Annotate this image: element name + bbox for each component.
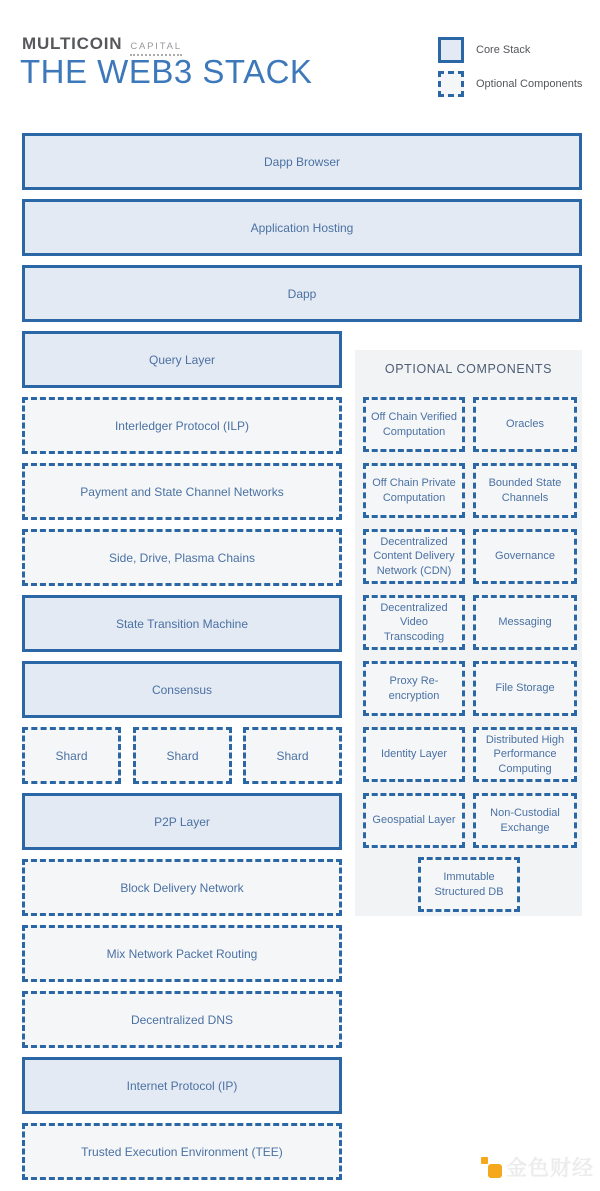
stack-box-consensus: Consensus — [22, 661, 342, 718]
stack-box-shard-3: Shard — [243, 727, 342, 784]
optional-box-off-chain-verified-computation: Off Chain Verified Computation — [363, 397, 465, 452]
stack-box-side-drive-plasma-chains: Side, Drive, Plasma Chains — [22, 529, 342, 586]
stack-box-mix-network-packet-routing: Mix Network Packet Routing — [22, 925, 342, 982]
optional-box-geospatial-layer: Geospatial Layer — [363, 793, 465, 848]
stack-box-interledger-protocol: Interledger Protocol (ILP) — [22, 397, 342, 454]
optional-box-non-custodial-exchange: Non-Custodial Exchange — [473, 793, 577, 848]
watermark — [481, 1152, 594, 1182]
stack-box-shard-1: Shard — [22, 727, 121, 784]
legend-core-label: Core Stack — [476, 43, 531, 56]
optional-box-proxy-re-encryption: Proxy Re-encryption — [363, 661, 465, 716]
optional-box-oracles: Oracles — [473, 397, 577, 452]
optional-box-off-chain-private-computation: Off Chain Private Computation — [363, 463, 465, 518]
optional-components-title: OPTIONAL COMPONENTS — [384, 362, 553, 376]
optional-box-decentralized-cdn: Decentralized Content Delivery Network (CDN) — [363, 529, 465, 584]
optional-box-immutable-structured-db: Immutable Structured DB — [418, 857, 520, 912]
optional-components-panel — [355, 350, 582, 916]
optional-box-identity-layer: Identity Layer — [363, 727, 465, 782]
jinse-logo-body — [488, 1164, 502, 1178]
stack-box-decentralized-dns: Decentralized DNS — [22, 991, 342, 1048]
jinse-logo-icon — [481, 1157, 502, 1178]
legend-row-optional — [438, 70, 582, 97]
legend-row-core — [438, 36, 582, 63]
brand-suffix: CAPITAL — [130, 41, 182, 56]
optional-box-distributed-high-performance-computing: Distributed High Performance Computing — [473, 727, 577, 782]
optional-box-decentralized-video-transcoding: Decentralized Video Transcoding — [363, 595, 465, 650]
core-stack-swatch-icon — [438, 37, 464, 63]
stack-box-dapp-browser: Dapp Browser — [22, 133, 582, 190]
brand-name: MULTICOIN — [22, 34, 123, 53]
watermark-text: 金色财经 — [506, 1157, 594, 1180]
stack-box-state-transition-machine: State Transition Machine — [22, 595, 342, 652]
stack-box-query-layer: Query Layer — [22, 331, 342, 388]
stack-box-shard-2: Shard — [133, 727, 232, 784]
optional-components-swatch-icon — [438, 71, 464, 97]
legend — [438, 36, 582, 104]
stack-box-p2p-layer: P2P Layer — [22, 793, 342, 850]
jinse-logo-dot — [481, 1157, 488, 1164]
optional-box-bounded-state-channels: Bounded State Channels — [473, 463, 577, 518]
stack-box-internet-protocol: Internet Protocol (IP) — [22, 1057, 342, 1114]
stack-box-payment-state-channels: Payment and State Channel Networks — [22, 463, 342, 520]
optional-box-messaging: Messaging — [473, 595, 577, 650]
optional-box-governance: Governance — [473, 529, 577, 584]
legend-optional-label: Optional Components — [476, 77, 583, 90]
stack-box-application-hosting: Application Hosting — [22, 199, 582, 256]
page-title: THE WEB3 STACK — [20, 53, 313, 90]
optional-box-file-storage: File Storage — [473, 661, 577, 716]
stack-box-trusted-execution-environment: Trusted Execution Environment (TEE) — [22, 1123, 342, 1180]
stack-box-dapp: Dapp — [22, 265, 582, 322]
stack-box-block-delivery-network: Block Delivery Network — [22, 859, 342, 916]
